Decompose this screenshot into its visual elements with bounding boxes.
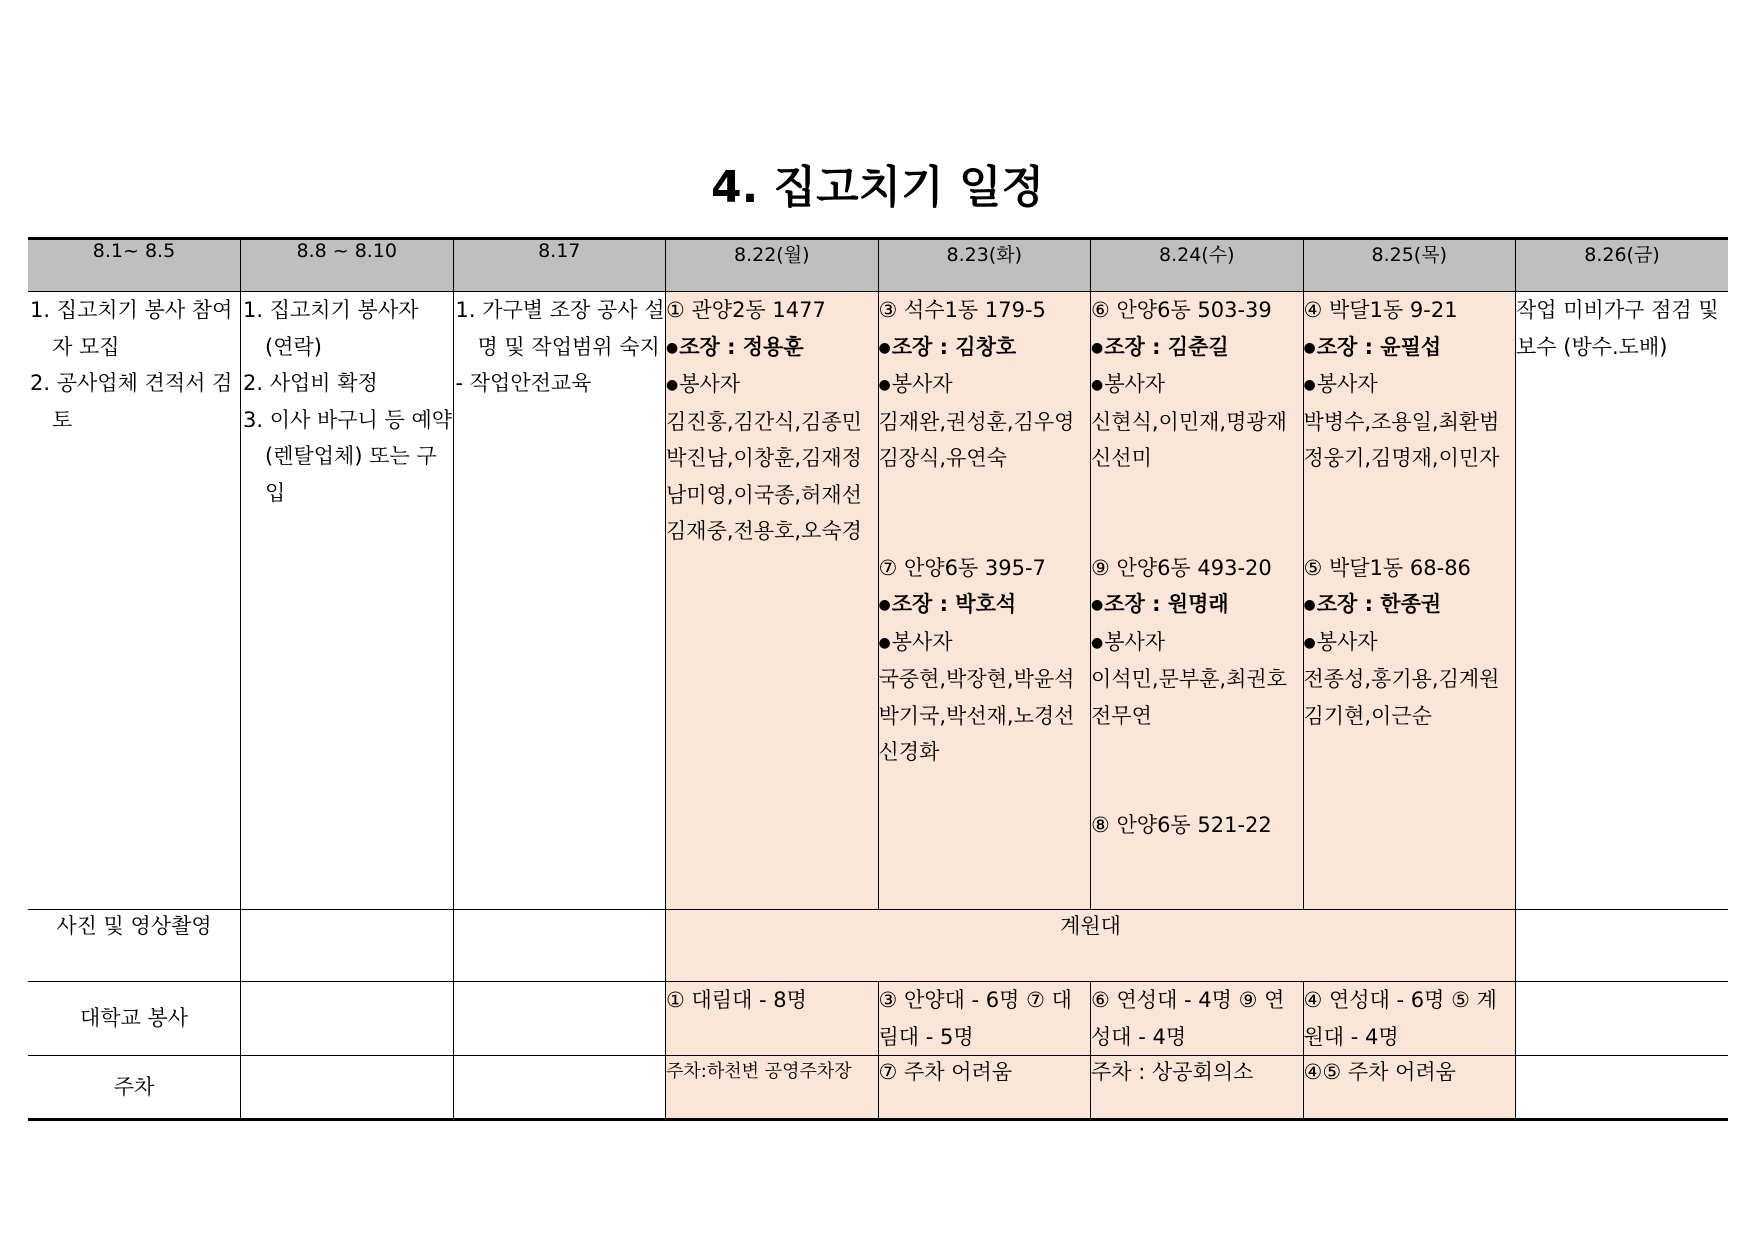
cell-8-17: [453, 292, 666, 910]
column-header: 8.1~ 8.5: [28, 239, 241, 292]
parking-note: 주차:하천변 공영주차장: [666, 1056, 879, 1120]
column-header: 8.17: [453, 239, 666, 292]
cell-8-24: [1091, 292, 1304, 910]
parking-note: ⑦ 주차 어려움: [878, 1056, 1091, 1120]
volunteer-label: 봉사자: [891, 629, 953, 654]
bullet-icon: ●: [878, 634, 891, 651]
parking-note: 주차 : 상공회의소: [1091, 1056, 1304, 1120]
university-entry: ④ 연성대 - 6명: [1303, 988, 1445, 1012]
cell-8-25: [1303, 292, 1516, 910]
bullet-icon: ●: [666, 377, 679, 393]
bullet-icon: ●: [878, 377, 891, 393]
row-label: 주차: [28, 1056, 241, 1120]
site-address: ① 관양2동 1477: [666, 298, 826, 322]
volunteer-names: 김재완,권성훈,김우영: [878, 409, 1075, 434]
university-entry: ⑤ 계원대 - 4명: [1303, 988, 1497, 1049]
cell-8-8-8-10: [241, 292, 454, 910]
list-item: 1. 가구별 조장 공사 설명 및 작업범위 숙지: [455, 298, 665, 359]
bullet-icon: ●: [1303, 597, 1316, 613]
volunteer-names: 국중현,박장현,박윤석: [878, 667, 1075, 691]
university-cell: [666, 982, 879, 1056]
parking-row: [28, 1056, 1728, 1120]
volunteer-label: 봉사자: [1104, 372, 1166, 396]
volunteer-names: 김진홍,김간식,김종민: [666, 409, 862, 434]
empty-cell: [1516, 910, 1729, 982]
empty-cell: [453, 1056, 666, 1120]
volunteer-names: 김장식,유연숙: [878, 446, 1007, 470]
site-address: ⑧ 안양6동 521-22: [1091, 813, 1272, 837]
empty-cell: [1516, 1056, 1729, 1120]
university-entry: ⑨ 연성대 - 4명: [1091, 988, 1285, 1049]
university-entry: ③ 안양대 - 6명: [878, 988, 1020, 1012]
volunteer-names: 김기현,이근순: [1303, 703, 1432, 728]
list-item: 1. 집고치기 봉사자 (연락): [243, 298, 419, 359]
row-label: 대학교 봉사: [28, 982, 241, 1056]
photo-row: [28, 910, 1728, 982]
column-header: 8.23(화): [878, 239, 1091, 292]
site-leader: 조장 : 윤필섭: [1316, 334, 1442, 359]
volunteer-names: 박기국,박선재,노경선: [878, 703, 1075, 728]
university-entry: ⑦ 대림대 - 5명: [878, 988, 1072, 1049]
list-item: - 작업안전교육: [455, 371, 592, 395]
site-address: ④ 박달1동 9-21: [1303, 298, 1458, 322]
volunteer-names: 정웅기,김명재,이민자: [1303, 446, 1500, 470]
site-leader: 조장 : 김창호: [891, 334, 1017, 359]
empty-cell: [241, 982, 454, 1056]
list-item: 3. 이사 바구니 등 예약 (렌탈업체) 또는 구입: [243, 407, 453, 505]
page-title: 4. 집고치기 일정: [711, 162, 1044, 213]
volunteer-names: 이석민,문부훈,최권호: [1091, 667, 1287, 691]
cell-8-23: [878, 292, 1091, 910]
volunteer-label: 봉사자: [891, 372, 953, 396]
site-leader: 조장 : 박호석: [891, 592, 1017, 616]
volunteer-label: 봉사자: [679, 372, 741, 396]
volunteer-names: 신경화: [878, 740, 940, 764]
volunteer-names: 박진남,이창훈,김재정: [666, 446, 862, 470]
empty-cell: [241, 1056, 454, 1120]
site-address: ⑨ 안양6동 493-20: [1091, 555, 1272, 580]
university-row: [28, 982, 1728, 1056]
column-header: 8.26(금): [1516, 239, 1729, 292]
empty-cell: [453, 982, 666, 1056]
empty-cell: [241, 910, 454, 982]
volunteer-label: 봉사자: [1316, 372, 1378, 396]
column-header: 8.22(월): [666, 239, 879, 292]
bullet-icon: ●: [1091, 377, 1104, 393]
university-entry: ① 대림대 - 8명: [666, 988, 807, 1012]
bullet-icon: ●: [666, 339, 679, 356]
volunteer-names: 신현식,이민재,명광재: [1091, 409, 1287, 434]
cell-text: 작업 미비가구 점검 및 보수 (방수.도배): [1516, 298, 1719, 359]
site-leader: 조장 : 한종권: [1316, 592, 1442, 616]
bullet-icon: ●: [1303, 377, 1316, 393]
column-header: 8.8 ~ 8.10: [241, 239, 454, 292]
site-leader: 조장 : 김춘길: [1104, 334, 1229, 359]
site-address: ⑤ 박달1동 68-86: [1303, 555, 1471, 580]
site-leader: 조장 : 정용훈: [679, 334, 804, 359]
university-cell: [1303, 982, 1516, 1056]
site-address: ③ 석수1동 179-5: [878, 298, 1046, 322]
university-cell: [1091, 982, 1304, 1056]
volunteer-label: 봉사자: [1104, 629, 1166, 654]
volunteer-names: 전무연: [1091, 703, 1152, 728]
schedule-table: [28, 237, 1728, 1121]
university-cell: [878, 982, 1091, 1056]
bullet-icon: ●: [1303, 634, 1316, 651]
list-item: 1. 집고치기 봉사 참여자 모집: [30, 298, 233, 359]
bullet-icon: ●: [1091, 597, 1104, 613]
volunteer-names: 남미영,이국종,허재선: [666, 482, 862, 507]
bullet-icon: ●: [1303, 339, 1316, 356]
cell-8-1-8-5: [28, 292, 241, 910]
main-schedule-row: [28, 292, 1728, 910]
volunteer-label: 봉사자: [1316, 629, 1378, 654]
site-address: ⑥ 안양6동 503-39: [1091, 298, 1272, 322]
bullet-icon: ●: [878, 339, 891, 356]
empty-cell: [453, 910, 666, 982]
header-row: [28, 239, 1728, 292]
photo-team: 계원대: [666, 910, 1516, 982]
bullet-icon: ●: [878, 597, 891, 613]
bullet-icon: ●: [1091, 634, 1104, 651]
university-entry: ⑥ 연성대 - 4명: [1091, 988, 1232, 1012]
volunteer-names: 박병수,조용일,최환범: [1303, 409, 1500, 434]
list-item: 2. 공사업체 견적서 검토: [30, 371, 233, 432]
site-leader: 조장 : 원명래: [1104, 592, 1229, 616]
volunteer-names: 신선미: [1091, 446, 1152, 470]
bullet-icon: ●: [1091, 339, 1104, 356]
column-header: 8.25(목): [1303, 239, 1516, 292]
row-label: 사진 및 영상촬영: [28, 910, 241, 982]
cell-8-22: [666, 292, 879, 910]
volunteer-names: 김재중,전용호,오숙경: [666, 519, 862, 543]
volunteer-names: 전종성,홍기용,김계원: [1303, 667, 1500, 691]
empty-cell: [1516, 982, 1729, 1056]
list-item: 2. 사업비 확정: [243, 371, 378, 395]
site-address: ⑦ 안양6동 395-7: [878, 555, 1046, 580]
parking-note: ④⑤ 주차 어려움: [1303, 1056, 1516, 1120]
column-header: 8.24(수): [1091, 239, 1304, 292]
cell-8-26: [1516, 292, 1729, 910]
